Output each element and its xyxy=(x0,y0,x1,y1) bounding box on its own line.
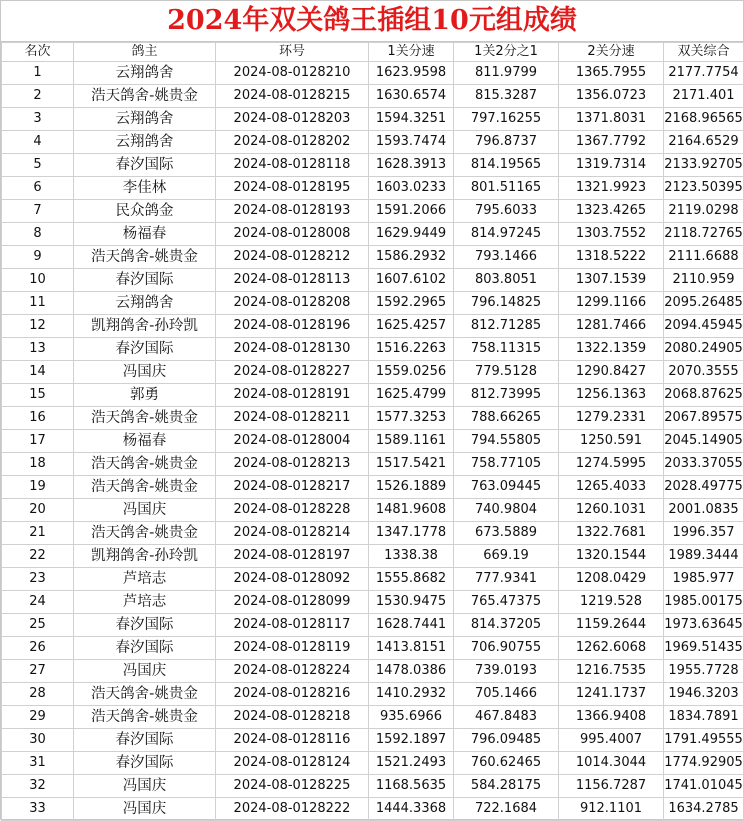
table-row xyxy=(2,269,744,292)
race2-speed-cell: 912.1101 xyxy=(559,798,664,821)
table-row xyxy=(2,660,744,683)
race2-speed-cell: 1299.1166 xyxy=(559,292,664,315)
rank-cell: 5 xyxy=(2,154,74,177)
ring-number-cell: 2024-08-0128196 xyxy=(216,315,369,338)
combined-cell: 1946.3203 xyxy=(664,683,744,706)
race1-half-cell: 763.09445 xyxy=(454,476,559,499)
col-header-combined: 双关综合 xyxy=(664,43,744,62)
table-row xyxy=(2,85,744,108)
race1-speed-cell: 1625.4799 xyxy=(369,384,454,407)
race1-half-cell: 794.55805 xyxy=(454,430,559,453)
race2-speed-cell: 1320.1544 xyxy=(559,545,664,568)
owner-cell: 冯国庆 xyxy=(74,361,216,384)
rank-cell: 19 xyxy=(2,476,74,499)
combined-cell: 1985.977 xyxy=(664,568,744,591)
ring-number-cell: 2024-08-0128224 xyxy=(216,660,369,683)
table-row xyxy=(2,131,744,154)
ring-number-cell: 2024-08-0128191 xyxy=(216,384,369,407)
race1-half-cell: 797.16255 xyxy=(454,108,559,131)
combined-cell: 2164.6529 xyxy=(664,131,744,154)
ring-number-cell: 2024-08-0128124 xyxy=(216,752,369,775)
race2-speed-cell: 1014.3044 xyxy=(559,752,664,775)
owner-cell: 民众鸽金 xyxy=(74,200,216,223)
ring-number-cell: 2024-08-0128225 xyxy=(216,775,369,798)
table-row xyxy=(2,637,744,660)
ring-number-cell: 2024-08-0128213 xyxy=(216,453,369,476)
ring-number-cell: 2024-08-0128117 xyxy=(216,614,369,637)
table-row xyxy=(2,407,744,430)
race1-half-cell: 815.3287 xyxy=(454,85,559,108)
table-row xyxy=(2,729,744,752)
race1-speed-cell: 1589.1161 xyxy=(369,430,454,453)
rank-cell: 25 xyxy=(2,614,74,637)
race2-speed-cell: 1281.7466 xyxy=(559,315,664,338)
race1-speed-cell: 1625.4257 xyxy=(369,315,454,338)
ring-number-cell: 2024-08-0128216 xyxy=(216,683,369,706)
race2-speed-cell: 1366.9408 xyxy=(559,706,664,729)
combined-cell: 1741.01045 xyxy=(664,775,744,798)
table-row xyxy=(2,384,744,407)
owner-cell: 凯翔鸽舍-孙玲凯 xyxy=(74,545,216,568)
combined-cell: 2171.401 xyxy=(664,85,744,108)
col-header-ring-number: 环号 xyxy=(216,43,369,62)
race1-speed-cell: 1592.2965 xyxy=(369,292,454,315)
table-row xyxy=(2,568,744,591)
race1-speed-cell: 1630.6574 xyxy=(369,85,454,108)
table-row xyxy=(2,430,744,453)
rank-cell: 30 xyxy=(2,729,74,752)
combined-cell: 2110.959 xyxy=(664,269,744,292)
race1-speed-cell: 1517.5421 xyxy=(369,453,454,476)
ring-number-cell: 2024-08-0128119 xyxy=(216,637,369,660)
owner-cell: 冯国庆 xyxy=(74,499,216,522)
race1-half-cell: 796.14825 xyxy=(454,292,559,315)
race1-half-cell: 765.47375 xyxy=(454,591,559,614)
rank-cell: 31 xyxy=(2,752,74,775)
race1-speed-cell: 1338.38 xyxy=(369,545,454,568)
race2-speed-cell: 1371.8031 xyxy=(559,108,664,131)
table-row xyxy=(2,154,744,177)
race1-half-cell: 796.09485 xyxy=(454,729,559,752)
table-row xyxy=(2,591,744,614)
ring-number-cell: 2024-08-0128193 xyxy=(216,200,369,223)
race1-half-cell: 796.8737 xyxy=(454,131,559,154)
race2-speed-cell: 1322.7681 xyxy=(559,522,664,545)
race1-speed-cell: 1586.2932 xyxy=(369,246,454,269)
owner-cell: 浩天鸽舍-姚贵金 xyxy=(74,407,216,430)
race1-half-cell: 814.37205 xyxy=(454,614,559,637)
owner-cell: 春汐国际 xyxy=(74,269,216,292)
race2-speed-cell: 1323.4265 xyxy=(559,200,664,223)
combined-cell: 2045.14905 xyxy=(664,430,744,453)
combined-cell: 2080.24905 xyxy=(664,338,744,361)
race1-speed-cell: 1592.1897 xyxy=(369,729,454,752)
owner-cell: 云翔鸽舍 xyxy=(74,292,216,315)
owner-cell: 冯国庆 xyxy=(74,775,216,798)
race2-speed-cell: 1322.1359 xyxy=(559,338,664,361)
race1-speed-cell: 1410.2932 xyxy=(369,683,454,706)
owner-cell: 春汐国际 xyxy=(74,338,216,361)
ring-number-cell: 2024-08-0128208 xyxy=(216,292,369,315)
race1-speed-cell: 1168.5635 xyxy=(369,775,454,798)
combined-cell: 2094.45945 xyxy=(664,315,744,338)
table-row xyxy=(2,706,744,729)
rank-cell: 3 xyxy=(2,108,74,131)
results-table xyxy=(1,42,744,821)
owner-cell: 浩天鸽舍-姚贵金 xyxy=(74,706,216,729)
race1-half-cell: 706.90755 xyxy=(454,637,559,660)
rank-cell: 24 xyxy=(2,591,74,614)
combined-cell: 2033.37055 xyxy=(664,453,744,476)
ring-number-cell: 2024-08-0128130 xyxy=(216,338,369,361)
rank-cell: 13 xyxy=(2,338,74,361)
race1-speed-cell: 1603.0233 xyxy=(369,177,454,200)
table-row xyxy=(2,200,744,223)
rank-cell: 15 xyxy=(2,384,74,407)
owner-cell: 春汐国际 xyxy=(74,752,216,775)
combined-cell: 1774.92905 xyxy=(664,752,744,775)
race2-speed-cell: 1265.4033 xyxy=(559,476,664,499)
rank-cell: 7 xyxy=(2,200,74,223)
rank-cell: 33 xyxy=(2,798,74,821)
race2-speed-cell: 1319.7314 xyxy=(559,154,664,177)
owner-cell: 杨福春 xyxy=(74,430,216,453)
rank-cell: 18 xyxy=(2,453,74,476)
race1-half-cell: 795.6033 xyxy=(454,200,559,223)
table-row xyxy=(2,614,744,637)
race1-half-cell: 758.11315 xyxy=(454,338,559,361)
ring-number-cell: 2024-08-0128214 xyxy=(216,522,369,545)
combined-cell: 1996.357 xyxy=(664,522,744,545)
race1-speed-cell: 935.6966 xyxy=(369,706,454,729)
rank-cell: 32 xyxy=(2,775,74,798)
race1-speed-cell: 1628.7441 xyxy=(369,614,454,637)
sheet-title: 2024年双关鸽王插组10元组成绩 xyxy=(1,1,743,42)
ring-number-cell: 2024-08-0128218 xyxy=(216,706,369,729)
rank-cell: 12 xyxy=(2,315,74,338)
rank-cell: 20 xyxy=(2,499,74,522)
race1-speed-cell: 1594.3251 xyxy=(369,108,454,131)
owner-cell: 春汐国际 xyxy=(74,729,216,752)
ring-number-cell: 2024-08-0128203 xyxy=(216,108,369,131)
owner-cell: 浩天鸽舍-姚贵金 xyxy=(74,522,216,545)
race1-half-cell: 669.19 xyxy=(454,545,559,568)
rank-cell: 28 xyxy=(2,683,74,706)
combined-cell: 2111.6688 xyxy=(664,246,744,269)
table-row xyxy=(2,476,744,499)
ring-number-cell: 2024-08-0128202 xyxy=(216,131,369,154)
ring-number-cell: 2024-08-0128099 xyxy=(216,591,369,614)
table-row xyxy=(2,361,744,384)
results-body xyxy=(2,62,744,821)
ring-number-cell: 2024-08-0128228 xyxy=(216,499,369,522)
race2-speed-cell: 1250.591 xyxy=(559,430,664,453)
combined-cell: 2095.26485 xyxy=(664,292,744,315)
owner-cell: 春汐国际 xyxy=(74,637,216,660)
ring-number-cell: 2024-08-0128212 xyxy=(216,246,369,269)
owner-cell: 浩天鸽舍-姚贵金 xyxy=(74,453,216,476)
combined-cell: 1791.49555 xyxy=(664,729,744,752)
race1-speed-cell: 1526.1889 xyxy=(369,476,454,499)
rank-cell: 1 xyxy=(2,62,74,85)
race1-half-cell: 801.51165 xyxy=(454,177,559,200)
ring-number-cell: 2024-08-0128008 xyxy=(216,223,369,246)
table-row xyxy=(2,545,744,568)
owner-cell: 春汐国际 xyxy=(74,154,216,177)
rank-cell: 22 xyxy=(2,545,74,568)
table-row xyxy=(2,453,744,476)
owner-cell: 冯国庆 xyxy=(74,798,216,821)
race2-speed-cell: 1318.5222 xyxy=(559,246,664,269)
race1-half-cell: 803.8051 xyxy=(454,269,559,292)
table-row xyxy=(2,522,744,545)
table-row xyxy=(2,752,744,775)
col-header-race1-speed: 1关分速 xyxy=(369,43,454,62)
ring-number-cell: 2024-08-0128217 xyxy=(216,476,369,499)
owner-cell: 芦培志 xyxy=(74,568,216,591)
table-row xyxy=(2,683,744,706)
race1-half-cell: 705.1466 xyxy=(454,683,559,706)
race2-speed-cell: 1260.1031 xyxy=(559,499,664,522)
race1-speed-cell: 1591.2066 xyxy=(369,200,454,223)
ring-number-cell: 2024-08-0128118 xyxy=(216,154,369,177)
race1-half-cell: 811.9799 xyxy=(454,62,559,85)
race2-speed-cell: 1367.7792 xyxy=(559,131,664,154)
owner-cell: 浩天鸽舍-姚贵金 xyxy=(74,246,216,269)
race2-speed-cell: 1256.1363 xyxy=(559,384,664,407)
race1-half-cell: 584.28175 xyxy=(454,775,559,798)
race1-speed-cell: 1628.3913 xyxy=(369,154,454,177)
owner-cell: 李佳林 xyxy=(74,177,216,200)
race1-half-cell: 814.19565 xyxy=(454,154,559,177)
combined-cell: 1955.7728 xyxy=(664,660,744,683)
ring-number-cell: 2024-08-0128211 xyxy=(216,407,369,430)
rank-cell: 2 xyxy=(2,85,74,108)
rank-cell: 9 xyxy=(2,246,74,269)
race1-speed-cell: 1629.9449 xyxy=(369,223,454,246)
race1-speed-cell: 1481.9608 xyxy=(369,499,454,522)
race1-half-cell: 788.66265 xyxy=(454,407,559,430)
combined-cell: 2177.7754 xyxy=(664,62,744,85)
col-header-rank: 名次 xyxy=(2,43,74,62)
table-row xyxy=(2,177,744,200)
table-row xyxy=(2,246,744,269)
table-row xyxy=(2,108,744,131)
race1-half-cell: 779.5128 xyxy=(454,361,559,384)
race2-speed-cell: 1290.8427 xyxy=(559,361,664,384)
col-header-owner: 鸽主 xyxy=(74,43,216,62)
rank-cell: 21 xyxy=(2,522,74,545)
table-row xyxy=(2,338,744,361)
race2-speed-cell: 1307.1539 xyxy=(559,269,664,292)
table-row xyxy=(2,223,744,246)
combined-cell: 1634.2785 xyxy=(664,798,744,821)
combined-cell: 2118.72765 xyxy=(664,223,744,246)
race1-speed-cell: 1516.2263 xyxy=(369,338,454,361)
table-row xyxy=(2,62,744,85)
ring-number-cell: 2024-08-0128227 xyxy=(216,361,369,384)
race1-half-cell: 758.77105 xyxy=(454,453,559,476)
owner-cell: 杨福春 xyxy=(74,223,216,246)
rank-cell: 4 xyxy=(2,131,74,154)
rank-cell: 29 xyxy=(2,706,74,729)
race1-speed-cell: 1530.9475 xyxy=(369,591,454,614)
rank-cell: 17 xyxy=(2,430,74,453)
race1-speed-cell: 1607.6102 xyxy=(369,269,454,292)
ring-number-cell: 2024-08-0128004 xyxy=(216,430,369,453)
ring-number-cell: 2024-08-0128197 xyxy=(216,545,369,568)
race1-half-cell: 722.1684 xyxy=(454,798,559,821)
owner-cell: 云翔鸽舍 xyxy=(74,131,216,154)
race1-speed-cell: 1577.3253 xyxy=(369,407,454,430)
race2-speed-cell: 1303.7552 xyxy=(559,223,664,246)
race2-speed-cell: 1365.7955 xyxy=(559,62,664,85)
combined-cell: 2168.96565 xyxy=(664,108,744,131)
race2-speed-cell: 1219.528 xyxy=(559,591,664,614)
table-row xyxy=(2,292,744,315)
owner-cell: 冯国庆 xyxy=(74,660,216,683)
table-row xyxy=(2,315,744,338)
race1-half-cell: 777.9341 xyxy=(454,568,559,591)
table-row xyxy=(2,499,744,522)
race1-speed-cell: 1623.9598 xyxy=(369,62,454,85)
race2-speed-cell: 1321.9923 xyxy=(559,177,664,200)
race1-half-cell: 793.1466 xyxy=(454,246,559,269)
race2-speed-cell: 1279.2331 xyxy=(559,407,664,430)
rank-cell: 6 xyxy=(2,177,74,200)
race1-speed-cell: 1347.1778 xyxy=(369,522,454,545)
race1-half-cell: 812.71285 xyxy=(454,315,559,338)
race2-speed-cell: 995.4007 xyxy=(559,729,664,752)
ring-number-cell: 2024-08-0128215 xyxy=(216,85,369,108)
race1-speed-cell: 1593.7474 xyxy=(369,131,454,154)
rank-cell: 10 xyxy=(2,269,74,292)
table-row xyxy=(2,775,744,798)
owner-cell: 春汐国际 xyxy=(74,614,216,637)
rank-cell: 16 xyxy=(2,407,74,430)
owner-cell: 云翔鸽舍 xyxy=(74,108,216,131)
rank-cell: 23 xyxy=(2,568,74,591)
owner-cell: 浩天鸽舍-姚贵金 xyxy=(74,476,216,499)
combined-cell: 2123.50395 xyxy=(664,177,744,200)
race1-half-cell: 814.97245 xyxy=(454,223,559,246)
ring-number-cell: 2024-08-0128222 xyxy=(216,798,369,821)
col-header-race1-half: 1关2分之1 xyxy=(454,43,559,62)
owner-cell: 浩天鸽舍-姚贵金 xyxy=(74,85,216,108)
header-row xyxy=(2,43,744,62)
ring-number-cell: 2024-08-0128195 xyxy=(216,177,369,200)
race1-half-cell: 740.9804 xyxy=(454,499,559,522)
race1-half-cell: 467.8483 xyxy=(454,706,559,729)
race2-speed-cell: 1156.7287 xyxy=(559,775,664,798)
race1-half-cell: 739.0193 xyxy=(454,660,559,683)
combined-cell: 1834.7891 xyxy=(664,706,744,729)
race1-speed-cell: 1559.0256 xyxy=(369,361,454,384)
combined-cell: 1985.00175 xyxy=(664,591,744,614)
combined-cell: 2067.89575 xyxy=(664,407,744,430)
owner-cell: 芦培志 xyxy=(74,591,216,614)
owner-cell: 浩天鸽舍-姚贵金 xyxy=(74,683,216,706)
rank-cell: 8 xyxy=(2,223,74,246)
ring-number-cell: 2024-08-0128113 xyxy=(216,269,369,292)
race2-speed-cell: 1356.0723 xyxy=(559,85,664,108)
combined-cell: 2133.92705 xyxy=(664,154,744,177)
combined-cell: 2068.87625 xyxy=(664,384,744,407)
rank-cell: 27 xyxy=(2,660,74,683)
race1-speed-cell: 1478.0386 xyxy=(369,660,454,683)
race2-speed-cell: 1159.2644 xyxy=(559,614,664,637)
owner-cell: 云翔鸽舍 xyxy=(74,62,216,85)
rank-cell: 26 xyxy=(2,637,74,660)
race2-speed-cell: 1208.0429 xyxy=(559,568,664,591)
combined-cell: 2070.3555 xyxy=(664,361,744,384)
owner-cell: 郭勇 xyxy=(74,384,216,407)
race1-speed-cell: 1413.8151 xyxy=(369,637,454,660)
combined-cell: 2119.0298 xyxy=(664,200,744,223)
combined-cell: 1973.63645 xyxy=(664,614,744,637)
rank-cell: 11 xyxy=(2,292,74,315)
race2-speed-cell: 1262.6068 xyxy=(559,637,664,660)
race1-half-cell: 673.5889 xyxy=(454,522,559,545)
combined-cell: 1989.3444 xyxy=(664,545,744,568)
rank-cell: 14 xyxy=(2,361,74,384)
combined-cell: 2001.0835 xyxy=(664,499,744,522)
ring-number-cell: 2024-08-0128116 xyxy=(216,729,369,752)
race1-speed-cell: 1555.8682 xyxy=(369,568,454,591)
col-header-race2-speed: 2关分速 xyxy=(559,43,664,62)
race1-speed-cell: 1521.2493 xyxy=(369,752,454,775)
race2-speed-cell: 1216.7535 xyxy=(559,660,664,683)
ring-number-cell: 2024-08-0128092 xyxy=(216,568,369,591)
combined-cell: 2028.49775 xyxy=(664,476,744,499)
race1-speed-cell: 1444.3368 xyxy=(369,798,454,821)
owner-cell: 凯翔鸽舍-孙玲凯 xyxy=(74,315,216,338)
table-row xyxy=(2,798,744,821)
combined-cell: 1969.51435 xyxy=(664,637,744,660)
race2-speed-cell: 1274.5995 xyxy=(559,453,664,476)
race2-speed-cell: 1241.1737 xyxy=(559,683,664,706)
race1-half-cell: 760.62465 xyxy=(454,752,559,775)
race1-half-cell: 812.73995 xyxy=(454,384,559,407)
ring-number-cell: 2024-08-0128210 xyxy=(216,62,369,85)
